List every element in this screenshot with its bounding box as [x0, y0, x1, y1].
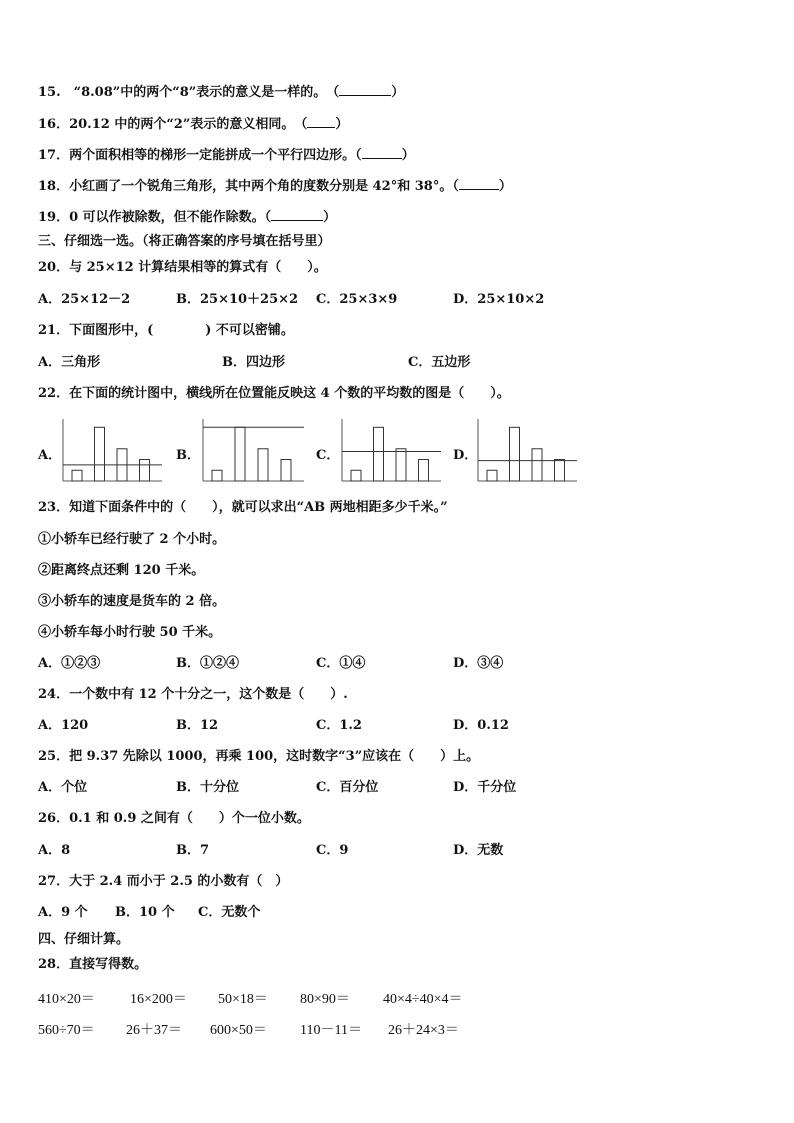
q27-option-b[interactable]: B．10 个: [115, 905, 175, 920]
question-20: 20．与 25×12 计算结果相等的算式有（ ）。: [38, 260, 327, 275]
q24-option-c[interactable]: C．1.2: [316, 718, 362, 733]
q20-option-c[interactable]: C．25×3×9: [316, 292, 398, 307]
q25-option-b[interactable]: B．十分位: [176, 780, 239, 795]
answer-blank[interactable]: [271, 208, 323, 221]
bar: [487, 470, 497, 481]
chart-a-label[interactable]: A．: [38, 448, 62, 463]
answer-blank[interactable]: [307, 115, 335, 128]
calc-item: 410×20＝: [38, 992, 95, 1007]
question-17-text: 17．两个面积相等的梯形一定能拼成一个平行四边形。（: [38, 148, 362, 163]
question-16-text: 16．20.12 中的两个“2”表示的意义相同。 （: [38, 117, 308, 132]
q20-option-b[interactable]: B．25×10＋25×2: [176, 292, 299, 307]
calc-item: 600×50＝: [210, 1023, 267, 1038]
bar: [396, 449, 406, 481]
calc-item: 80×90＝: [300, 992, 350, 1007]
question-21: 21．下面图形中，( ) 不可以密铺。: [38, 323, 294, 338]
calc-item: 26＋24×3＝: [388, 1023, 459, 1038]
chart-d: [477, 419, 577, 483]
question-17: [38, 146, 415, 164]
bar: [258, 449, 268, 481]
question-15: [38, 83, 404, 101]
bar: [351, 470, 361, 481]
bar: [140, 460, 150, 481]
question-27: 27．大于 2.4 而小于 2.5 的小数有（ ）: [38, 874, 289, 889]
q27-option-a[interactable]: A．9 个: [38, 905, 88, 920]
bar: [95, 427, 105, 481]
calc-item: 560÷70＝: [38, 1023, 95, 1038]
calc-item: 40×4÷40×4＝: [383, 992, 463, 1007]
section-4-heading: 四、仔细计算。: [38, 932, 130, 947]
q23-condition-3: ③小轿车的速度是货车的 2 倍。: [38, 594, 226, 609]
q21-option-c[interactable]: C．五边形: [408, 355, 471, 370]
bar: [419, 460, 429, 481]
answer-blank[interactable]: [339, 83, 391, 96]
q23-condition-2: ②距离终点还剩 120 千米。: [38, 563, 205, 578]
q26-option-b[interactable]: B．7: [176, 843, 210, 858]
q21-option-a[interactable]: A．三角形: [38, 355, 101, 370]
question-24: 24．一个数中有 12 个十分之一，这个数是（ ）.: [38, 687, 348, 702]
question-15-close: ）: [391, 85, 405, 100]
calc-item: 50×18＝: [218, 992, 268, 1007]
q20-option-d[interactable]: D．25×10×2: [453, 292, 545, 307]
question-18: [38, 177, 512, 195]
question-19: [38, 208, 336, 226]
question-19-close: ）: [323, 210, 337, 225]
question-22: 22．在下面的统计图中，横线所在位置能反映这 4 个数的平均数的图是（ ）。: [38, 386, 510, 401]
chart-c-label[interactable]: C．: [316, 448, 340, 463]
question-19-text: 19．0 可以作被除数，但不能作除数。（: [38, 210, 272, 225]
q23-option-c[interactable]: C．①④: [316, 656, 366, 671]
q20-option-a[interactable]: A．25×12－2: [38, 292, 131, 307]
q25-option-c[interactable]: C．百分位: [316, 780, 379, 795]
q23-option-d[interactable]: D．③④: [453, 656, 504, 671]
chart-b-label[interactable]: B．: [176, 448, 200, 463]
chart-b: [202, 419, 304, 483]
bar: [235, 427, 245, 481]
section-3-heading: 三、仔细选一选。（将正确答案的序号填在括号里）: [38, 234, 331, 249]
question-23: 23．知道下面条件中的（ ），就可以求出“AB 两地相距多少千米。”: [38, 500, 448, 515]
q25-option-d[interactable]: D．千分位: [453, 780, 517, 795]
bar: [374, 427, 384, 481]
question-25: 25．把 9.37 先除以 1000，再乘 100，这时数字“3”应该在（ ）上。: [38, 749, 480, 764]
q26-option-a[interactable]: A．8: [38, 843, 71, 858]
q23-option-b[interactable]: B．①②④: [176, 656, 239, 671]
q26-option-c[interactable]: C．9: [316, 843, 349, 858]
question-16-close: ）: [335, 117, 349, 132]
answer-blank[interactable]: [459, 177, 499, 190]
question-28: 28．直接写得数。: [38, 957, 148, 972]
question-18-close: ）: [498, 179, 512, 194]
q21-option-b[interactable]: B．四边形: [222, 355, 285, 370]
bar: [555, 460, 565, 481]
chart-a: [62, 419, 162, 483]
bar: [532, 449, 542, 481]
q24-option-a[interactable]: A．120: [38, 718, 89, 733]
bar: [72, 470, 82, 481]
question-18-text: 18．小红画了一个锐角三角形，其中两个角的度数分别是 42°和 38°。（: [38, 179, 459, 194]
question-16: [38, 115, 348, 133]
bar: [212, 470, 222, 481]
answer-blank[interactable]: [362, 146, 402, 159]
q24-option-d[interactable]: D．0.12: [453, 718, 509, 733]
question-15-text: 15. “8.08”中的两个“8”表示的意义是一样的。 （: [38, 85, 340, 100]
calc-item: 16×200＝: [130, 992, 187, 1007]
bar: [281, 460, 291, 481]
q24-option-b[interactable]: B．12: [176, 718, 219, 733]
chart-d-label[interactable]: D．: [453, 448, 478, 463]
q27-option-c[interactable]: C．无数个: [198, 905, 261, 920]
q23-condition-1: ①小轿车已经行驶了 2 个小时。: [38, 532, 226, 547]
chart-c: [341, 419, 441, 483]
calc-item: 110－11＝: [300, 1023, 362, 1038]
q25-option-a[interactable]: A．个位: [38, 780, 88, 795]
question-17-close: ）: [401, 148, 415, 163]
q26-option-d[interactable]: D．无数: [453, 843, 504, 858]
calc-item: 26＋37＝: [126, 1023, 182, 1038]
q23-option-a[interactable]: A．①②③: [38, 656, 101, 671]
q23-condition-4: ④小轿车每小时行驶 50 千米。: [38, 625, 222, 640]
question-26: 26．0.1 和 0.9 之间有（ ）个一位小数。: [38, 811, 310, 826]
bar: [510, 427, 520, 481]
